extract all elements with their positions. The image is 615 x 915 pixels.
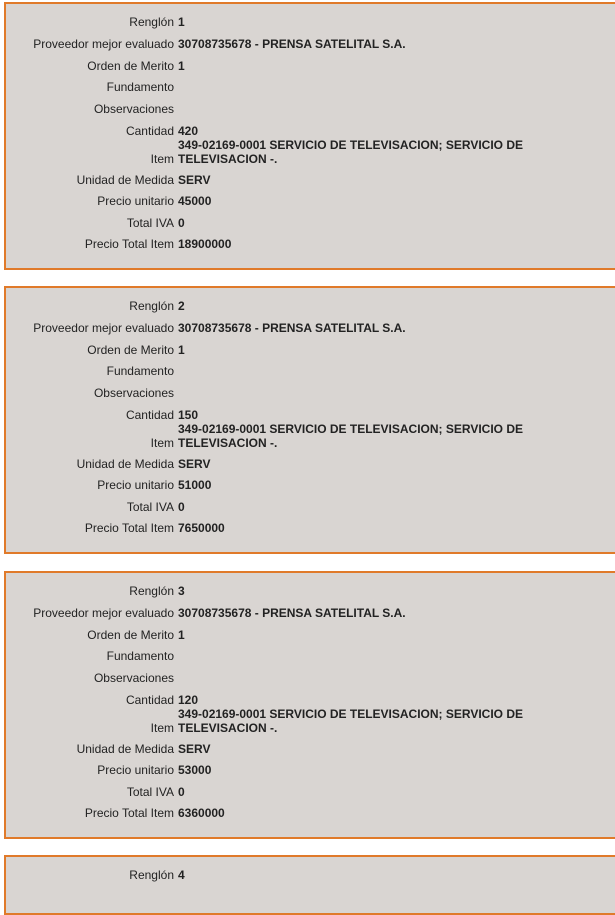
value-item: 349-02169-0001 SERVICIO DE TELEVISACION; SERVICIO DE TELEVISACION -. [178,707,524,735]
label-unidad: Unidad de Medida [76,173,174,187]
value-precio-total: 7650000 [178,521,225,535]
value-proveedor: 30708735678 - PRENSA SATELITAL S.A. [178,37,406,51]
label-renglon: Renglón [129,15,174,29]
record-card-1 [4,2,615,270]
label-observaciones: Observaciones [93,386,174,400]
label-renglon: Renglón [129,584,174,598]
value-item: 349-02169-0001 SERVICIO DE TELEVISACION; SERVICIO DE TELEVISACION -. [178,138,524,166]
value-renglon: 3 [178,584,185,598]
value-item: 349-02169-0001 SERVICIO DE TELEVISACION; SERVICIO DE TELEVISACION -. [178,422,524,450]
label-total-iva: Total IVA [126,500,174,514]
label-item: Item [150,721,174,735]
value-cantidad: 420 [178,124,199,138]
value-precio-unitario: 51000 [178,478,212,492]
label-orden: Orden de Merito [87,59,174,73]
value-unidad: SERV [178,457,211,471]
label-item: Item [150,436,174,450]
label-item: Item [150,152,174,166]
label-precio-total: Precio Total Item [84,806,174,820]
value-precio-unitario: 53000 [178,763,212,777]
value-orden: 1 [178,59,185,73]
record-card-3 [4,571,615,839]
label-total-iva: Total IVA [126,785,174,799]
value-total-iva: 0 [178,216,185,230]
label-proveedor: Proveedor mejor evaluado [33,606,174,620]
value-total-iva: 0 [178,785,185,799]
label-fundamento: Fundamento [106,80,174,94]
label-renglon: Renglón [129,299,174,313]
value-cantidad: 150 [178,408,199,422]
label-precio-unitario: Precio unitario [97,478,174,492]
label-proveedor: Proveedor mejor evaluado [33,37,174,51]
value-cantidad: 120 [178,693,199,707]
label-unidad: Unidad de Medida [76,742,174,756]
label-observaciones: Observaciones [93,102,174,116]
value-unidad: SERV [178,742,211,756]
label-fundamento: Fundamento [106,364,174,378]
label-cantidad: Cantidad [125,693,174,707]
value-orden: 1 [178,343,185,357]
value-orden: 1 [178,628,185,642]
label-fundamento: Fundamento [106,649,174,663]
label-precio-total: Precio Total Item [84,237,174,251]
value-proveedor: 30708735678 - PRENSA SATELITAL S.A. [178,321,406,335]
label-cantidad: Cantidad [125,408,174,422]
label-cantidad: Cantidad [125,124,174,138]
label-orden: Orden de Merito [87,628,174,642]
value-renglon: 4 [178,868,185,882]
label-precio-unitario: Precio unitario [97,763,174,777]
value-proveedor: 30708735678 - PRENSA SATELITAL S.A. [178,606,406,620]
label-renglon: Renglón [129,868,174,882]
value-renglon: 1 [178,15,185,29]
value-total-iva: 0 [178,500,185,514]
value-renglon: 2 [178,299,185,313]
record-card-2 [4,286,615,554]
label-precio-total: Precio Total Item [84,521,174,535]
label-total-iva: Total IVA [126,216,174,230]
value-precio-total: 6360000 [178,806,225,820]
value-precio-total: 18900000 [178,237,232,251]
label-observaciones: Observaciones [93,671,174,685]
label-proveedor: Proveedor mejor evaluado [33,321,174,335]
label-precio-unitario: Precio unitario [97,194,174,208]
label-unidad: Unidad de Medida [76,457,174,471]
value-precio-unitario: 45000 [178,194,212,208]
value-unidad: SERV [178,173,211,187]
label-orden: Orden de Merito [87,343,174,357]
record-card-4 [4,855,615,915]
